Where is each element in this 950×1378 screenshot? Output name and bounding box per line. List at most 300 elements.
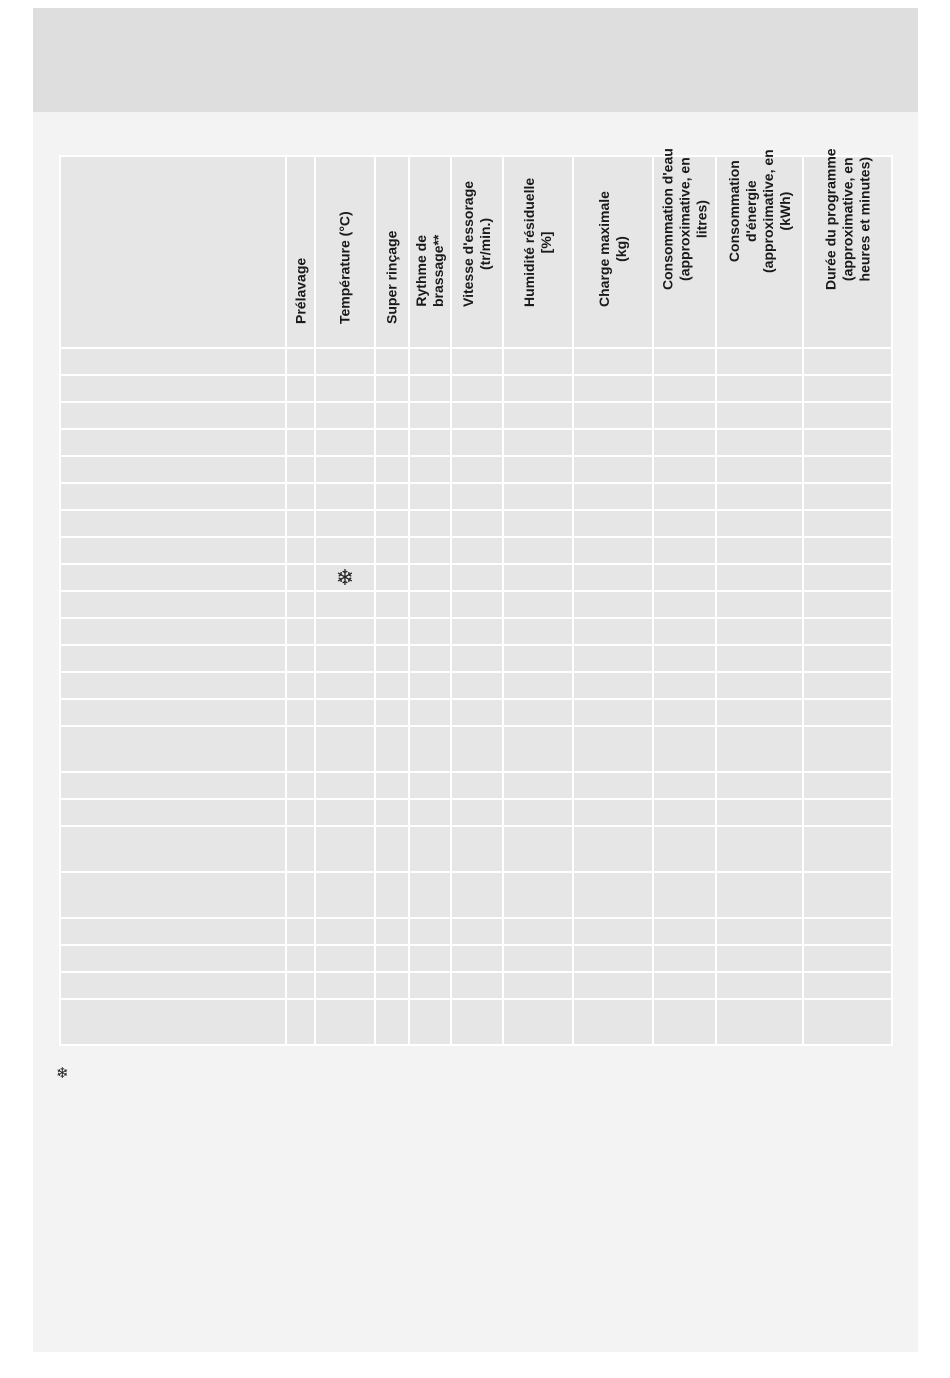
- table-cell: [286, 402, 315, 429]
- table-cell: [503, 348, 573, 375]
- table-cell: [503, 826, 573, 872]
- table-cell: [573, 591, 653, 618]
- table-cell: [716, 999, 803, 1045]
- table-cell: [409, 872, 451, 918]
- table-cell: [573, 945, 653, 972]
- table-cell: [716, 799, 803, 826]
- table-cell: [375, 429, 409, 456]
- table-cell: [803, 872, 892, 918]
- header-label-line: brassage**: [430, 234, 446, 307]
- table-cell: [60, 564, 286, 591]
- table-cell: [409, 510, 451, 537]
- table-cell: [60, 483, 286, 510]
- table-cell: [803, 918, 892, 945]
- table-cell: [803, 537, 892, 564]
- table-cell: [286, 945, 315, 972]
- table-cell: [803, 972, 892, 999]
- table-cell: [315, 348, 375, 375]
- table-cell: [60, 618, 286, 645]
- table-cell: [573, 402, 653, 429]
- table-cell: [409, 618, 451, 645]
- table-cell: [503, 699, 573, 726]
- table-cell: [286, 972, 315, 999]
- header-label-line: Rythme de: [413, 235, 429, 307]
- header-label-line: Durée du programme: [822, 148, 838, 290]
- table-cell: [503, 972, 573, 999]
- header-consommation-eau: [653, 148, 716, 348]
- table-row: [60, 645, 892, 672]
- header-label-line: [%]: [538, 231, 554, 254]
- table-cell: [716, 375, 803, 402]
- table-cell: [315, 999, 375, 1045]
- table-cell: [573, 510, 653, 537]
- table-cell: [375, 645, 409, 672]
- table-cell: [286, 726, 315, 772]
- table-cell: [409, 726, 451, 772]
- table-cell: [375, 510, 409, 537]
- table-cell: [375, 618, 409, 645]
- table-cell: [653, 699, 716, 726]
- table-cell: [573, 999, 653, 1045]
- table-cell: [315, 564, 375, 591]
- table-cell: [60, 945, 286, 972]
- table-cell: [60, 375, 286, 402]
- table-cell: [60, 772, 286, 799]
- table-cell: [286, 591, 315, 618]
- header-label-line: (kg): [613, 236, 629, 262]
- table-cell: [451, 699, 503, 726]
- table-cell: [286, 772, 315, 799]
- header-label-line: heures et minutes): [856, 156, 872, 282]
- header-label-line: Charge maximale: [596, 191, 612, 307]
- table-cell: [409, 972, 451, 999]
- header-humidite-residuelle: [503, 156, 573, 348]
- table-cell: [451, 348, 503, 375]
- table-row: [60, 726, 892, 772]
- table-cell: [451, 645, 503, 672]
- table-cell: [716, 699, 803, 726]
- table-cell: [315, 375, 375, 402]
- table-cell: [573, 618, 653, 645]
- table-cell: [315, 699, 375, 726]
- table-cell: [503, 872, 573, 918]
- table-cell: [60, 672, 286, 699]
- table-cell: [315, 799, 375, 826]
- table-cell: [375, 537, 409, 564]
- program-table: [59, 148, 893, 1046]
- header-label-line: (kWh): [776, 191, 793, 231]
- table-cell: [451, 537, 503, 564]
- table-cell: [315, 645, 375, 672]
- table-cell: [653, 564, 716, 591]
- table-cell: [573, 872, 653, 918]
- table-cell: [286, 826, 315, 872]
- table-cell: [315, 726, 375, 772]
- table-cell: [653, 726, 716, 772]
- table-cell: [375, 826, 409, 872]
- header-super-rincage: [375, 156, 409, 348]
- table-cell: [573, 699, 653, 726]
- table-cell: [375, 483, 409, 510]
- table-cell: [716, 726, 803, 772]
- table-cell: [653, 618, 716, 645]
- table-cell: [286, 699, 315, 726]
- header-label-line: d'énergie: [742, 180, 759, 242]
- table-cell: [803, 564, 892, 591]
- table-cell: [409, 348, 451, 375]
- table-cell: [286, 510, 315, 537]
- table-cell: [653, 483, 716, 510]
- table-cell: [716, 872, 803, 918]
- table-row: [60, 591, 892, 618]
- table-row: [60, 872, 892, 918]
- table-row: [60, 348, 892, 375]
- table-cell: [573, 348, 653, 375]
- table-cell: [451, 672, 503, 699]
- table-cell: [315, 872, 375, 918]
- table-row: [60, 456, 892, 483]
- table-cell: [375, 699, 409, 726]
- table-cell: [503, 375, 573, 402]
- table-cell: [375, 772, 409, 799]
- table-cell: [451, 726, 503, 772]
- table-row: [60, 799, 892, 826]
- table-cell: [315, 826, 375, 872]
- table-cell: [375, 456, 409, 483]
- table-cell: [716, 672, 803, 699]
- table-cell: [451, 826, 503, 872]
- table-cell: [803, 772, 892, 799]
- table-cell: [803, 483, 892, 510]
- table-cell: [409, 402, 451, 429]
- table-cell: [503, 510, 573, 537]
- table-cell: [653, 826, 716, 872]
- table-cell: [803, 510, 892, 537]
- table-cell: [716, 537, 803, 564]
- table-cell: [286, 918, 315, 945]
- table-row: [60, 564, 892, 591]
- table-cell: [315, 429, 375, 456]
- table-cell: [60, 429, 286, 456]
- table-cell: [716, 348, 803, 375]
- table-cell: [503, 429, 573, 456]
- table-cell: [451, 945, 503, 972]
- header-label-line: Prélavage: [292, 257, 308, 324]
- table-cell: [409, 699, 451, 726]
- header-prelavage: [286, 156, 315, 348]
- table-row: [60, 375, 892, 402]
- header-label-line: Température (°C): [336, 211, 353, 324]
- table-cell: [375, 348, 409, 375]
- table-cell: [503, 672, 573, 699]
- table-cell: [503, 618, 573, 645]
- table-cell: [286, 537, 315, 564]
- table-cell: [716, 945, 803, 972]
- table-row: [60, 699, 892, 726]
- table-cell: [451, 375, 503, 402]
- table-cell: [286, 348, 315, 375]
- table-cell: [409, 945, 451, 972]
- table-row: [60, 402, 892, 429]
- table-cell: [60, 591, 286, 618]
- table-body: [60, 348, 892, 1045]
- header-row: [60, 156, 892, 348]
- table-cell: [716, 918, 803, 945]
- header-label-line: Consommation d'eau: [659, 148, 675, 290]
- table-cell: [60, 999, 286, 1045]
- table-row: [60, 826, 892, 872]
- table-cell: [503, 799, 573, 826]
- table-cell: [451, 510, 503, 537]
- table-cell: [803, 945, 892, 972]
- table-cell: [803, 456, 892, 483]
- table-cell: [451, 402, 503, 429]
- header-consommation-energie: [716, 149, 803, 348]
- header-duree-programme: [803, 148, 892, 348]
- table-cell: [409, 826, 451, 872]
- table-cell: [60, 972, 286, 999]
- table-cell: [503, 564, 573, 591]
- table-cell: [503, 726, 573, 772]
- table-cell: [375, 726, 409, 772]
- table-cell: [653, 375, 716, 402]
- table-cell: [503, 645, 573, 672]
- table-cell: [573, 429, 653, 456]
- table-row: [60, 945, 892, 972]
- table-cell: [573, 645, 653, 672]
- table-cell: [451, 799, 503, 826]
- table-cell: [573, 456, 653, 483]
- header-band: [33, 8, 918, 112]
- table-cell: [315, 537, 375, 564]
- table-cell: [803, 826, 892, 872]
- table-cell: [803, 591, 892, 618]
- table-cell: [286, 483, 315, 510]
- table-cell: [375, 375, 409, 402]
- table-cell: [409, 483, 451, 510]
- table-cell: [60, 402, 286, 429]
- table-cell: [315, 918, 375, 945]
- header-label-line: Humidité résiduelle: [521, 177, 537, 307]
- table-cell: [451, 772, 503, 799]
- table-cell: [716, 564, 803, 591]
- table-cell: [573, 483, 653, 510]
- table-cell: [315, 402, 375, 429]
- table-cell: [375, 945, 409, 972]
- table-cell: [375, 564, 409, 591]
- table-row: [60, 510, 892, 537]
- table-cell: [451, 456, 503, 483]
- table-cell: [286, 672, 315, 699]
- table-cell: [60, 826, 286, 872]
- table-cell: [503, 591, 573, 618]
- table-cell: [653, 672, 716, 699]
- table-cell: [286, 456, 315, 483]
- header-charge-maximale: [573, 156, 653, 348]
- table-cell: [60, 799, 286, 826]
- table-cell: [716, 456, 803, 483]
- table-cell: [315, 483, 375, 510]
- table-cell: [375, 591, 409, 618]
- table-cell: [503, 483, 573, 510]
- table-cell: [716, 591, 803, 618]
- header-label-line: litres): [693, 200, 709, 239]
- table-cell: [315, 772, 375, 799]
- table-cell: [653, 537, 716, 564]
- table-cell: [653, 645, 716, 672]
- table-cell: [803, 699, 892, 726]
- table-cell: [60, 918, 286, 945]
- table-cell: [503, 945, 573, 972]
- header-label-line: (approximative, en: [839, 157, 855, 282]
- header-program: [60, 156, 286, 348]
- table-cell: [315, 510, 375, 537]
- table-cell: [653, 510, 716, 537]
- footnote: [56, 1064, 69, 1082]
- header-label-line: Super rinçage: [383, 230, 400, 324]
- table-cell: [653, 348, 716, 375]
- table-cell: [716, 510, 803, 537]
- table-cell: [573, 918, 653, 945]
- table-cell: [653, 872, 716, 918]
- table-row: [60, 772, 892, 799]
- table-cell: [803, 799, 892, 826]
- table-cell: [409, 645, 451, 672]
- table-cell: [286, 429, 315, 456]
- table-cell: [375, 672, 409, 699]
- table-row: [60, 972, 892, 999]
- table-cell: [375, 402, 409, 429]
- table-cell: [451, 483, 503, 510]
- table-row: [60, 672, 892, 699]
- table-cell: [716, 429, 803, 456]
- table-cell: [803, 645, 892, 672]
- table-cell: [716, 826, 803, 872]
- table-row: [60, 999, 892, 1045]
- table-cell: [653, 772, 716, 799]
- table-cell: [503, 918, 573, 945]
- table-cell: [716, 483, 803, 510]
- table-cell: [409, 672, 451, 699]
- table-cell: [315, 456, 375, 483]
- table-cell: [60, 510, 286, 537]
- table-cell: [653, 591, 716, 618]
- table-cell: [653, 999, 716, 1045]
- table-row: [60, 537, 892, 564]
- table-cell: [653, 456, 716, 483]
- table-cell: [503, 772, 573, 799]
- header-temperature: [315, 156, 375, 348]
- table-cell: [286, 645, 315, 672]
- table-cell: [803, 726, 892, 772]
- table-cell: [451, 972, 503, 999]
- table-cell: [503, 402, 573, 429]
- table-cell: [60, 645, 286, 672]
- table-cell: [286, 999, 315, 1045]
- table-cell: [451, 999, 503, 1045]
- table-cell: [653, 429, 716, 456]
- table-cell: [803, 618, 892, 645]
- table-cell: [503, 537, 573, 564]
- table-cell: [653, 945, 716, 972]
- table-cell: [409, 429, 451, 456]
- table-cell: [60, 699, 286, 726]
- table-cell: [573, 972, 653, 999]
- table-cell: [653, 402, 716, 429]
- table-cell: [60, 726, 286, 772]
- table-cell: [375, 918, 409, 945]
- table-row: [60, 483, 892, 510]
- table-cell: [451, 872, 503, 918]
- table-cell: [409, 456, 451, 483]
- table-cell: [409, 918, 451, 945]
- table-cell: [573, 537, 653, 564]
- table-cell: [803, 672, 892, 699]
- table-cell: [451, 564, 503, 591]
- header-rythme-brassage: [409, 156, 451, 348]
- table-cell: [573, 726, 653, 772]
- table-row: [60, 429, 892, 456]
- table-cell: [803, 402, 892, 429]
- table-cell: [653, 918, 716, 945]
- table-cell: [716, 618, 803, 645]
- table-cell: [60, 537, 286, 564]
- table-cell: [409, 564, 451, 591]
- table-cell: [60, 872, 286, 918]
- table-cell: [803, 429, 892, 456]
- header-label-line: (approximative, en: [759, 149, 776, 273]
- snowflake-icon: ❄: [335, 564, 355, 590]
- table-cell: [286, 618, 315, 645]
- table-cell: [451, 618, 503, 645]
- table-cell: [286, 799, 315, 826]
- table-cell: [716, 972, 803, 999]
- table-cell: [315, 672, 375, 699]
- table-cell: [716, 772, 803, 799]
- table-cell: [573, 826, 653, 872]
- table-cell: [375, 972, 409, 999]
- header-label-line: (tr/min.): [477, 217, 493, 271]
- table-cell: [375, 872, 409, 918]
- snowflake-icon: ❄: [56, 1065, 69, 1082]
- table-cell: [653, 799, 716, 826]
- table-cell: [409, 999, 451, 1045]
- table-cell: [286, 564, 315, 591]
- table-cell: [409, 537, 451, 564]
- table-cell: [573, 564, 653, 591]
- header-label-line: Consommation: [725, 160, 742, 263]
- table-cell: [803, 348, 892, 375]
- table-cell: [573, 799, 653, 826]
- table-cell: [315, 972, 375, 999]
- table-cell: [451, 591, 503, 618]
- table-cell: [409, 591, 451, 618]
- table-cell: [573, 772, 653, 799]
- table-row: [60, 618, 892, 645]
- table-cell: [409, 772, 451, 799]
- table-cell: [803, 375, 892, 402]
- table-cell: [573, 672, 653, 699]
- table-cell: [375, 799, 409, 826]
- table-cell: [716, 402, 803, 429]
- table-cell: [803, 999, 892, 1045]
- table-cell: [409, 375, 451, 402]
- table-cell: [286, 872, 315, 918]
- table-cell: [451, 429, 503, 456]
- header-label-line: (approximative, en: [676, 157, 692, 281]
- table-cell: [503, 999, 573, 1045]
- table-cell: [716, 645, 803, 672]
